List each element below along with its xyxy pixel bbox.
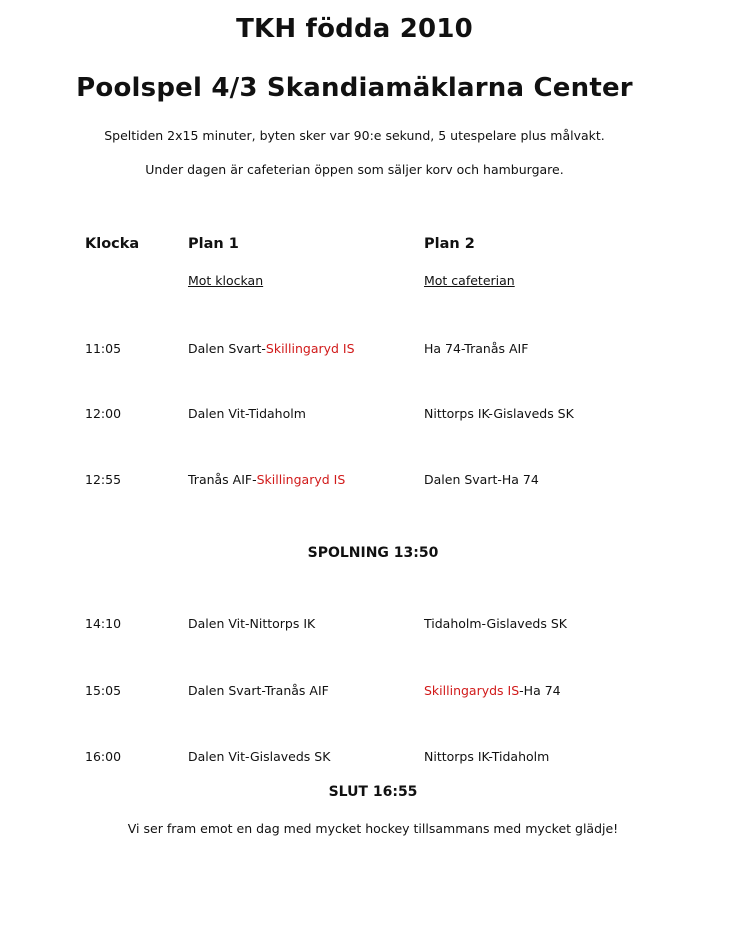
row-time: 15:05 — [85, 683, 122, 698]
row-time: 12:00 — [85, 406, 122, 421]
info-line-1: Speltiden 2x15 minuter, byten sker var 90:e sekund, 5 utespelare plus målvakt. — [104, 128, 605, 143]
row-plan2-match: Dalen Svart-Ha 74 — [424, 472, 539, 487]
row-plan1-match: Dalen Vit-Nittorps IK — [188, 616, 316, 631]
header-plan1: Plan 1 — [188, 236, 239, 252]
row-plan2-match: Ha 74-Tranås AIF — [424, 341, 529, 356]
row-time: 14:10 — [85, 616, 122, 631]
row-plan2-match: Nittorps IK-Gislaveds SK — [424, 406, 574, 421]
row-plan1-match: Dalen Vit-Gislaveds SK — [188, 749, 331, 764]
end-label: SLUT 16:55 — [328, 784, 418, 800]
header-plan2: Plan 2 — [424, 236, 475, 252]
row-time: 12:55 — [85, 472, 122, 487]
row-plan2-match: Skillingaryds IS-Ha 74 — [424, 683, 561, 698]
row-plan1-match: Dalen Svart-Skillingaryd IS — [188, 341, 355, 356]
row-plan2-match: Tidaholm-Gislaveds SK — [424, 616, 567, 631]
row-plan1-match: Dalen Vit-Tidaholm — [188, 406, 306, 421]
row-time: 11:05 — [85, 341, 122, 356]
page-subtitle: Poolspel 4/3 Skandiamäklarna Center — [76, 73, 633, 103]
closing-text: Vi ser fram emot en dag med mycket hockey tillsammans med mycket glädje! — [127, 821, 619, 836]
header-time: Klocka — [85, 236, 140, 252]
info-line-2: Under dagen är cafeterian öppen som säljer korv och hamburgare. — [145, 162, 564, 177]
subheader-plan1: Mot klockan — [188, 273, 264, 288]
row-plan1-match: Tranås AIF-Skillingaryd IS — [188, 472, 346, 487]
subheader-plan2: Mot cafeterian — [424, 273, 515, 288]
break-label: SPOLNING 13:50 — [307, 545, 439, 561]
row-time: 16:00 — [85, 749, 122, 764]
row-plan2-match: Nittorps IK-Tidaholm — [424, 749, 550, 764]
page-title: TKH födda 2010 — [236, 14, 473, 44]
row-plan1-match: Dalen Svart-Tranås AIF — [188, 683, 329, 698]
